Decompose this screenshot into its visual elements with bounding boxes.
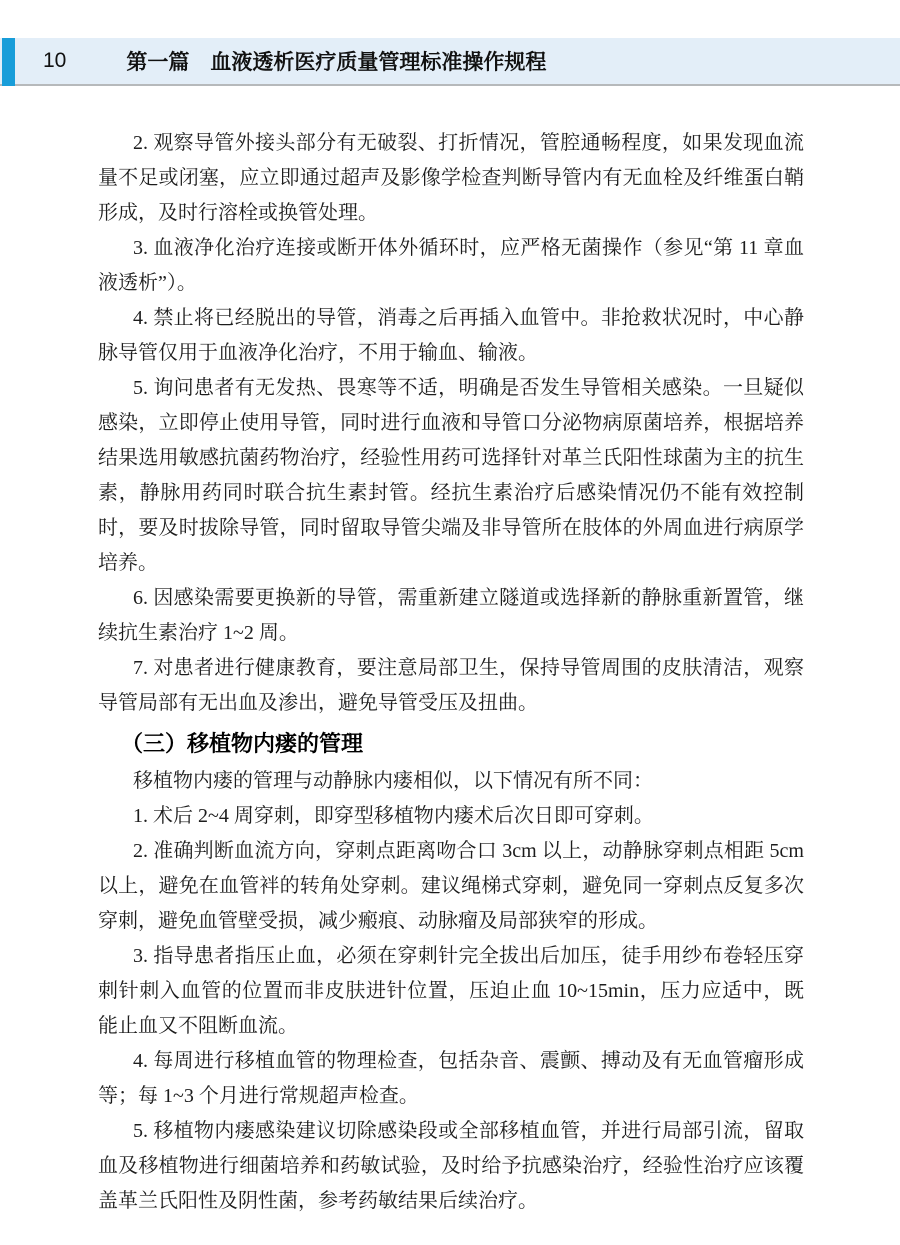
section-heading: （三）移植物内瘘的管理	[121, 731, 364, 756]
paragraph: 4. 每周进行移植血管的物理检查，包括杂音、震颤、搏动及有无血管瘤形成等；每 1~3 个月进行常规超声检查。	[98, 1050, 804, 1107]
page-number: 10	[43, 49, 67, 72]
paragraph: 3. 血液净化治疗连接或断开体外循环时，应严格无菌操作（参见“第 11 章血液透析”）。	[98, 237, 804, 294]
paragraph: 1. 术后 2~4 周穿刺，即穿型移植物内瘘术后次日即可穿刺。	[133, 805, 654, 827]
paragraph: 7. 对患者进行健康教育，要注意局部卫生，保持导管周围的皮肤清洁，观察导管局部有无出血及渗出，避免导管受压及扭曲。	[98, 657, 804, 714]
paragraph: 3. 指导患者指压止血，必须在穿刺针完全拔出后加压，徒手用纱布卷轻压穿刺针刺入血管的位置而非皮肤进针位置，压迫止血 10~15min，压力应适中，既能止血又不阻断血流。	[98, 945, 804, 1037]
page-header	[0, 38, 900, 86]
running-head-title: 血液透析医疗质量管理标准操作规程	[210, 51, 547, 74]
header-accent-square	[2, 38, 15, 86]
running-head-part-label: 第一篇	[126, 51, 190, 74]
paragraph: 5. 询问患者有无发热、畏寒等不适，明确是否发生导管相关感染。一旦疑似感染，立即停止使用导管，同时进行血液和导管口分泌物病原菌培养，根据培养结果选用敏感抗菌药物治疗，经验性用药可选择针对革兰氏阳性球菌为主的抗生素，静脉用药同时联合抗生素封管。经抗生素治疗后感染情况仍不能有效控制时，要及时拔除导管，同时留取导管尖端及非导管所在肢体的外周血进行病原学培养。	[98, 377, 804, 574]
paragraph: 4. 禁止将已经脱出的导管，消毒之后再插入血管中。非抢救状况时，中心静脉导管仅用于血液净化治疗，不用于输血、输液。	[98, 307, 804, 364]
paragraph: 2. 观察导管外接头部分有无破裂、打折情况，管腔通畅程度，如果发现血流量不足或闭塞，应立即通过超声及影像学检查判断导管内有无血栓及纤维蛋白鞘形成，及时行溶栓或换管处理。	[98, 132, 804, 224]
page-content	[98, 88, 804, 1219]
paragraph: 移植物内瘘的管理与动静脉内瘘相似，以下情况有所不同：	[133, 770, 653, 792]
paragraph: 2. 准确判断血流方向，穿刺点距离吻合口 3cm 以上，动静脉穿刺点相距 5cm 以上，避免在血管袢的转角处穿刺。建议绳梯式穿刺，避免同一穿刺点反复多次穿刺，避免血管壁受损，减少瘢痕、动脉瘤及局部狭窄的形成。	[98, 840, 804, 932]
paragraph: 6. 因感染需要更换新的导管，需重新建立隧道或选择新的静脉重新置管，继续抗生素治疗 1~2 周。	[98, 587, 804, 644]
paragraph: 5. 移植物内瘘感染建议切除感染段或全部移植血管，并进行局部引流，留取血及移植物进行细菌培养和药敏试验，及时给予抗感染治疗，经验性治疗应该覆盖革兰氏阳性及阴性菌，参考药敏结果后续治疗。	[98, 1120, 804, 1212]
